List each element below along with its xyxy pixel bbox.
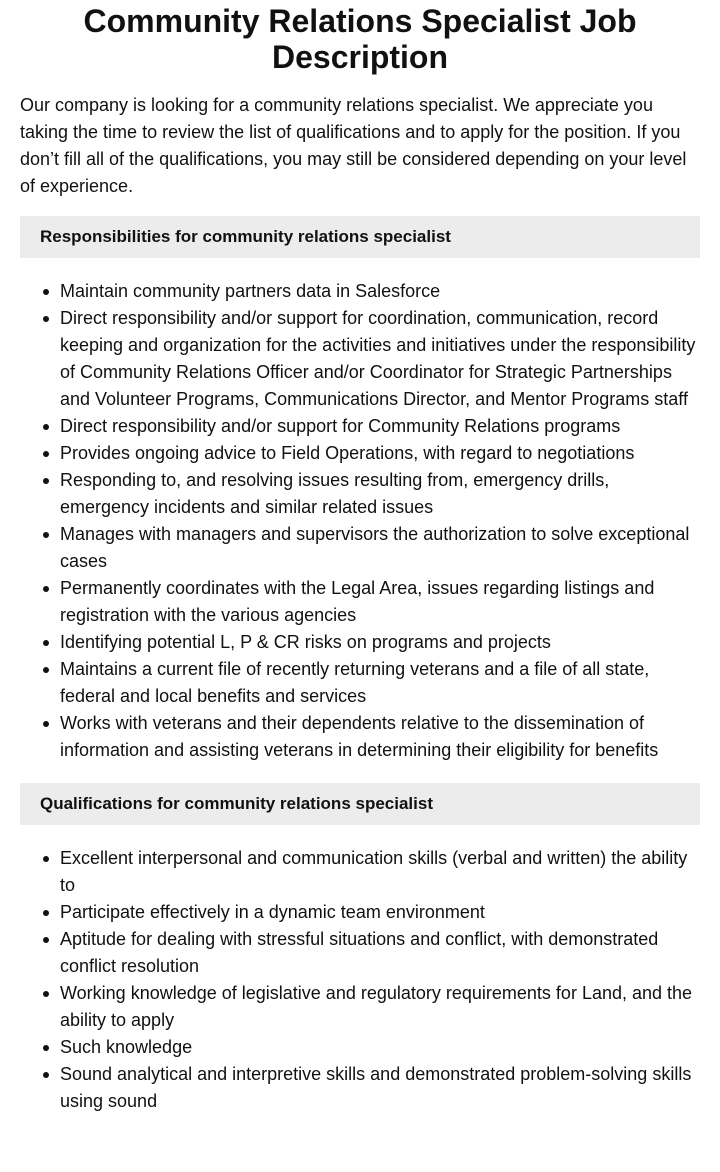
qualification-item: Such knowledge xyxy=(60,1034,700,1061)
page-title: Community Relations Specialist Job Description xyxy=(83,3,637,75)
responsibilities-heading: Responsibilities for community relations specialist xyxy=(20,216,700,258)
responsibility-item: Direct responsibility and/or support for Community Relations programs xyxy=(60,413,700,440)
responsibility-item: Maintains a current file of recently returning veterans and a file of all state, federal and local benefits and services xyxy=(60,656,700,710)
responsibility-item: Permanently coordinates with the Legal Area, issues regarding listings and registration with the various agencies xyxy=(60,575,700,629)
qualifications-heading: Qualifications for community relations specialist xyxy=(20,783,700,825)
responsibility-item: Direct responsibility and/or support for coordination, communication, record keeping and organization for the activities and initiatives under the responsibility of Community Relations Officer and/or Coordinator for Strategic Partnerships and Volunteer Programs, Communications Director, and Mentor Programs staff xyxy=(60,305,700,413)
qualification-item: Participate effectively in a dynamic team environment xyxy=(60,899,700,926)
qualification-item: Working knowledge of legislative and regulatory requirements for Land, and the ability to apply xyxy=(60,980,700,1034)
responsibility-item: Works with veterans and their dependents relative to the dissemination of information and assisting veterans in determining their eligibility for benefits xyxy=(60,710,700,764)
responsibility-item: Provides ongoing advice to Field Operations, with regard to negotiations xyxy=(60,440,700,467)
qualification-item: Aptitude for dealing with stressful situations and conflict, with demonstrated conflict resolution xyxy=(60,926,700,980)
intro-paragraph: Our company is looking for a community relations specialist. We appreciate you taking the time to review the list of qualifications and to apply for the position. If you don’t fill all of the qualifications, you may still be considered depending on your level of experience. xyxy=(20,95,687,196)
qualifications-list xyxy=(20,845,700,1115)
responsibility-item: Identifying potential L, P & CR risks on programs and projects xyxy=(60,629,700,656)
responsibilities-list xyxy=(20,278,700,764)
qualification-item: Sound analytical and interpretive skills and demonstrated problem-solving skills using sound xyxy=(60,1061,700,1115)
qualification-item: Excellent interpersonal and communication skills (verbal and written) the ability to xyxy=(60,845,700,899)
responsibility-item: Manages with managers and supervisors the authorization to solve exceptional cases xyxy=(60,521,700,575)
responsibility-item: Maintain community partners data in Salesforce xyxy=(60,278,700,305)
responsibility-item: Responding to, and resolving issues resulting from, emergency drills, emergency incidents and similar related issues xyxy=(60,467,700,521)
